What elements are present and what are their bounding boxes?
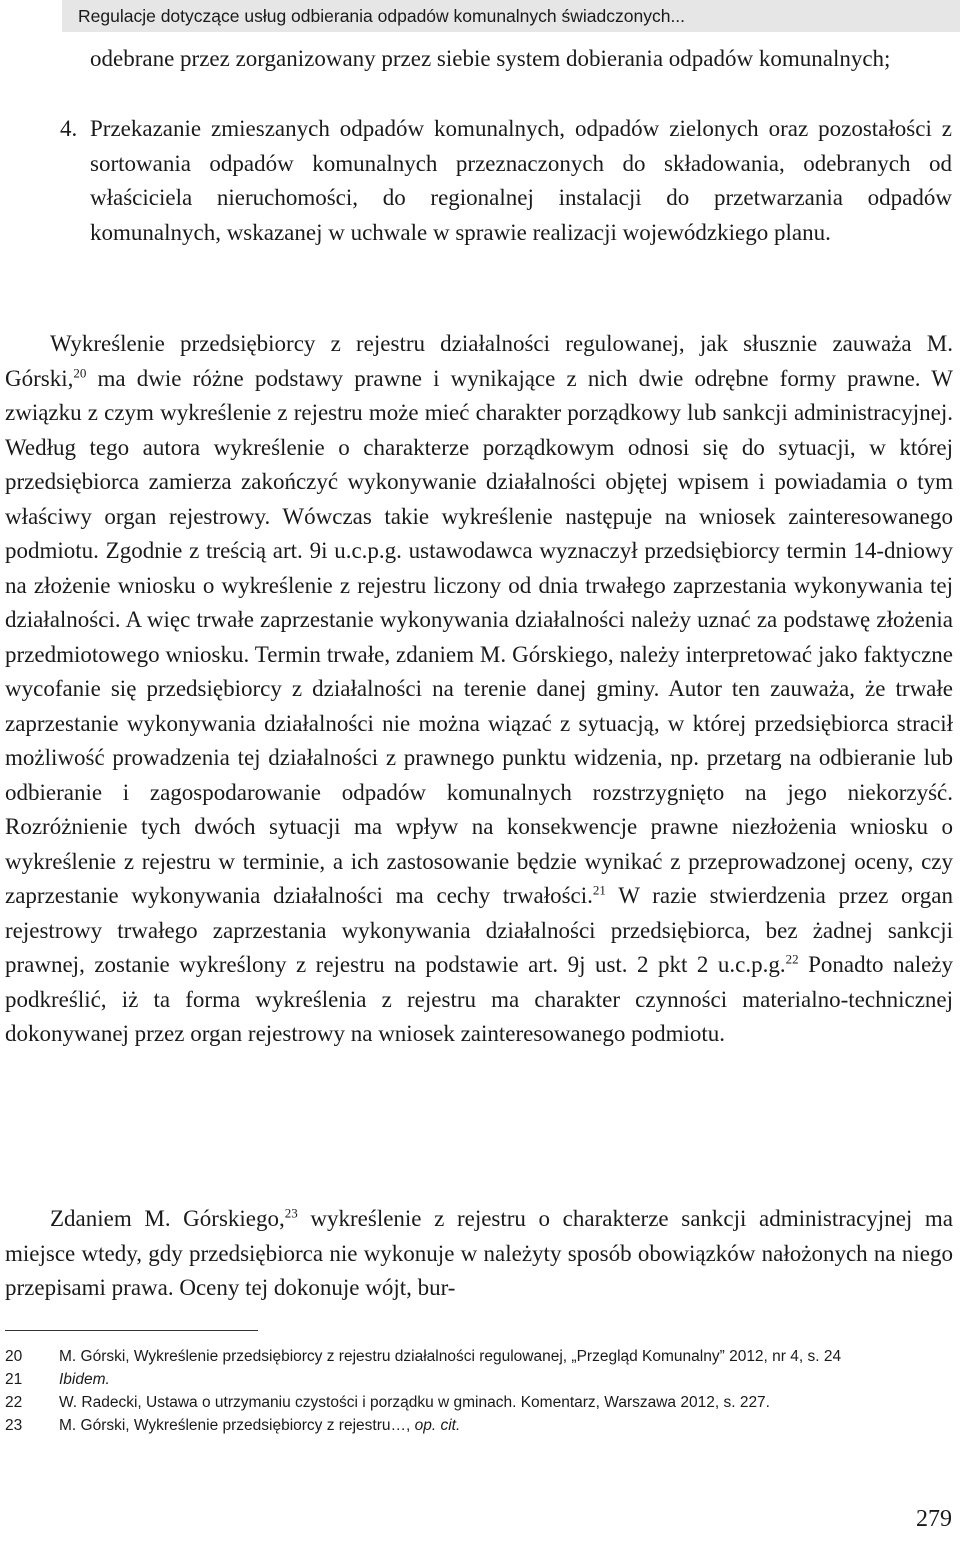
- page-number: 279: [916, 1506, 952, 1532]
- footnote: [5, 1391, 955, 1414]
- footnote-reference[interactable]: 21: [592, 882, 606, 898]
- footnote-text: [59, 1414, 955, 1437]
- footnote-text: M. Górski, Wykreślenie przedsiębiorcy z rejestru działalności regulowanej, „Przegląd Komunalny” 2012, nr 4, s. 24: [59, 1348, 842, 1365]
- list-item-4: [60, 112, 952, 250]
- footnote-number: 22: [5, 1394, 23, 1411]
- footnote-reference[interactable]: 22: [785, 951, 799, 967]
- footnote: [5, 1414, 955, 1437]
- footnote-number: 20: [5, 1348, 23, 1365]
- footnote: [5, 1368, 955, 1391]
- footnote: [5, 1345, 955, 1368]
- paragraph-text: W razie stwierdzenia przez organ rejestrowy trwałego zaprzestania wykonywania działalności przedsiębiorca, bez żadnej sankcji prawnej, zostanie wykreślony z rejestru na podstawie art. 9j ust. 2 pkt 2 u.c.p.g.: [5, 883, 953, 977]
- paragraph-text: Zdaniem M. Górskiego,: [50, 1206, 285, 1231]
- footnote-reference[interactable]: 23: [284, 1205, 298, 1221]
- body-paragraph-1: [5, 327, 953, 1052]
- paragraph-text: Ponadto należy podkreślić, iż ta forma wykreślenia z rejestru ma charakter czynności materialno-technicznej dokonywanej przez organ rejestrowy na wniosek zainteresowanego podmiotu.: [5, 952, 953, 1046]
- list-item-number: 4.: [60, 116, 78, 141]
- paragraph-text: Wykreślenie przedsiębiorcy z rejestru działalności regulowanej, jak słusznie zauważa M. Górski,: [5, 331, 953, 391]
- running-header: [62, 0, 960, 32]
- footnote-text: Ibidem.: [59, 1371, 110, 1388]
- footnote-text-part: M. Górski, Wykreślenie przedsiębiorcy z rejestru…,: [59, 1417, 415, 1434]
- paragraph-text: ma dwie różne podstawy prawne i wynikające z nich dwie odrębne formy prawne. W związku z czym wykreślenie z rejestru może mieć charakter porządkowy lub sankcji administracyjnej. Według tego autora wykreślenie o charakterze porządkowym odnosi się do sytuacji, w której przedsiębiorca zamierza zakończyć wykonywanie działalności objętej wpisem i powiadamia o tym właściwy organ rejestrowy. Wówczas takie wykreślenie następuje na wniosek zainteresowanego podmiotu. Zgodnie z treścią art. 9i u.c.p.g. ustawodawca wyznaczył przedsiębiorcy termin 14-dniowy na złożenie wniosku o wykreślenie z rejestru liczony od dnia trwałego zaprzestania wykonywania tej działalności. A więc trwałe zaprzestanie wykonywania działalności należy uznać za podstawę złożenia przedmiotowego wniosku. Termin trwałe, zdaniem M. Górskiego, należy interpretować jako faktyczne wycofanie się przedsiębiorcy z działalności na terenie danej gminy. Autor ten zauważa, że trwałe zaprzestanie wykonywania działalności nie można wiązać z sytuacją, w której przedsiębiorca stracił możliwość prowadzenia tej działalności z prawnego punktu widzenia, np. przetarg na odbieranie lub odbieranie i zagospodarowanie odpadów komunalnych rozstrzygnięto na jego niekorzyść. Rozróżnienie tych dwóch sytuacji ma wpływ na konsekwencje prawne niezłożenia wniosku o wykreślenie z rejestru w terminie, a ich zastosowanie będzie wynikać z przeprowadzonej oceny, czy zaprzestanie wykonywania działalności ma cechy trwałości.: [5, 365, 953, 908]
- running-title: Regulacje dotyczące usług odbierania odpadów komunalnych świadczonych...: [78, 6, 686, 26]
- footnote-text: W. Radecki, Ustawa o utrzymaniu czystości i porządku w gminach. Komentarz, Warszawa 2012, s. 227.: [59, 1394, 770, 1411]
- list-item-continuation: odebrane przez zorganizowany przez siebie system dobierania odpadów komunalnych;: [90, 46, 891, 71]
- footnote-reference[interactable]: 20: [73, 364, 87, 380]
- footnote-separator: [5, 1330, 258, 1331]
- footnote-number: 21: [5, 1371, 23, 1388]
- body-paragraph-2: [5, 1202, 953, 1306]
- footnote-text-part: op. cit.: [414, 1417, 461, 1434]
- paragraph-text: wykreślenie z rejestru o charakterze sankcji administracyjnej ma miejsce wtedy, gdy przedsiębiorca nie wykonuje w należyty sposób obowiązków nałożonych na niego przepisami prawa. Oceny tej dokonuje wójt, bur-: [5, 1206, 954, 1300]
- footnotes: [5, 1345, 955, 1437]
- list-item-text: Przekazanie zmieszanych odpadów komunalnych, odpadów zielonych oraz pozostałości z sortowania odpadów komunalnych przeznaczonych do składowania, odebranych od właściciela nieruchomości, do regionalnej instalacji do przetwarzania odpadów komunalnych, wskazanej w uchwale w sprawie realizacji wojewódzkiego planu.: [90, 116, 952, 245]
- footnote-number: 23: [5, 1417, 23, 1434]
